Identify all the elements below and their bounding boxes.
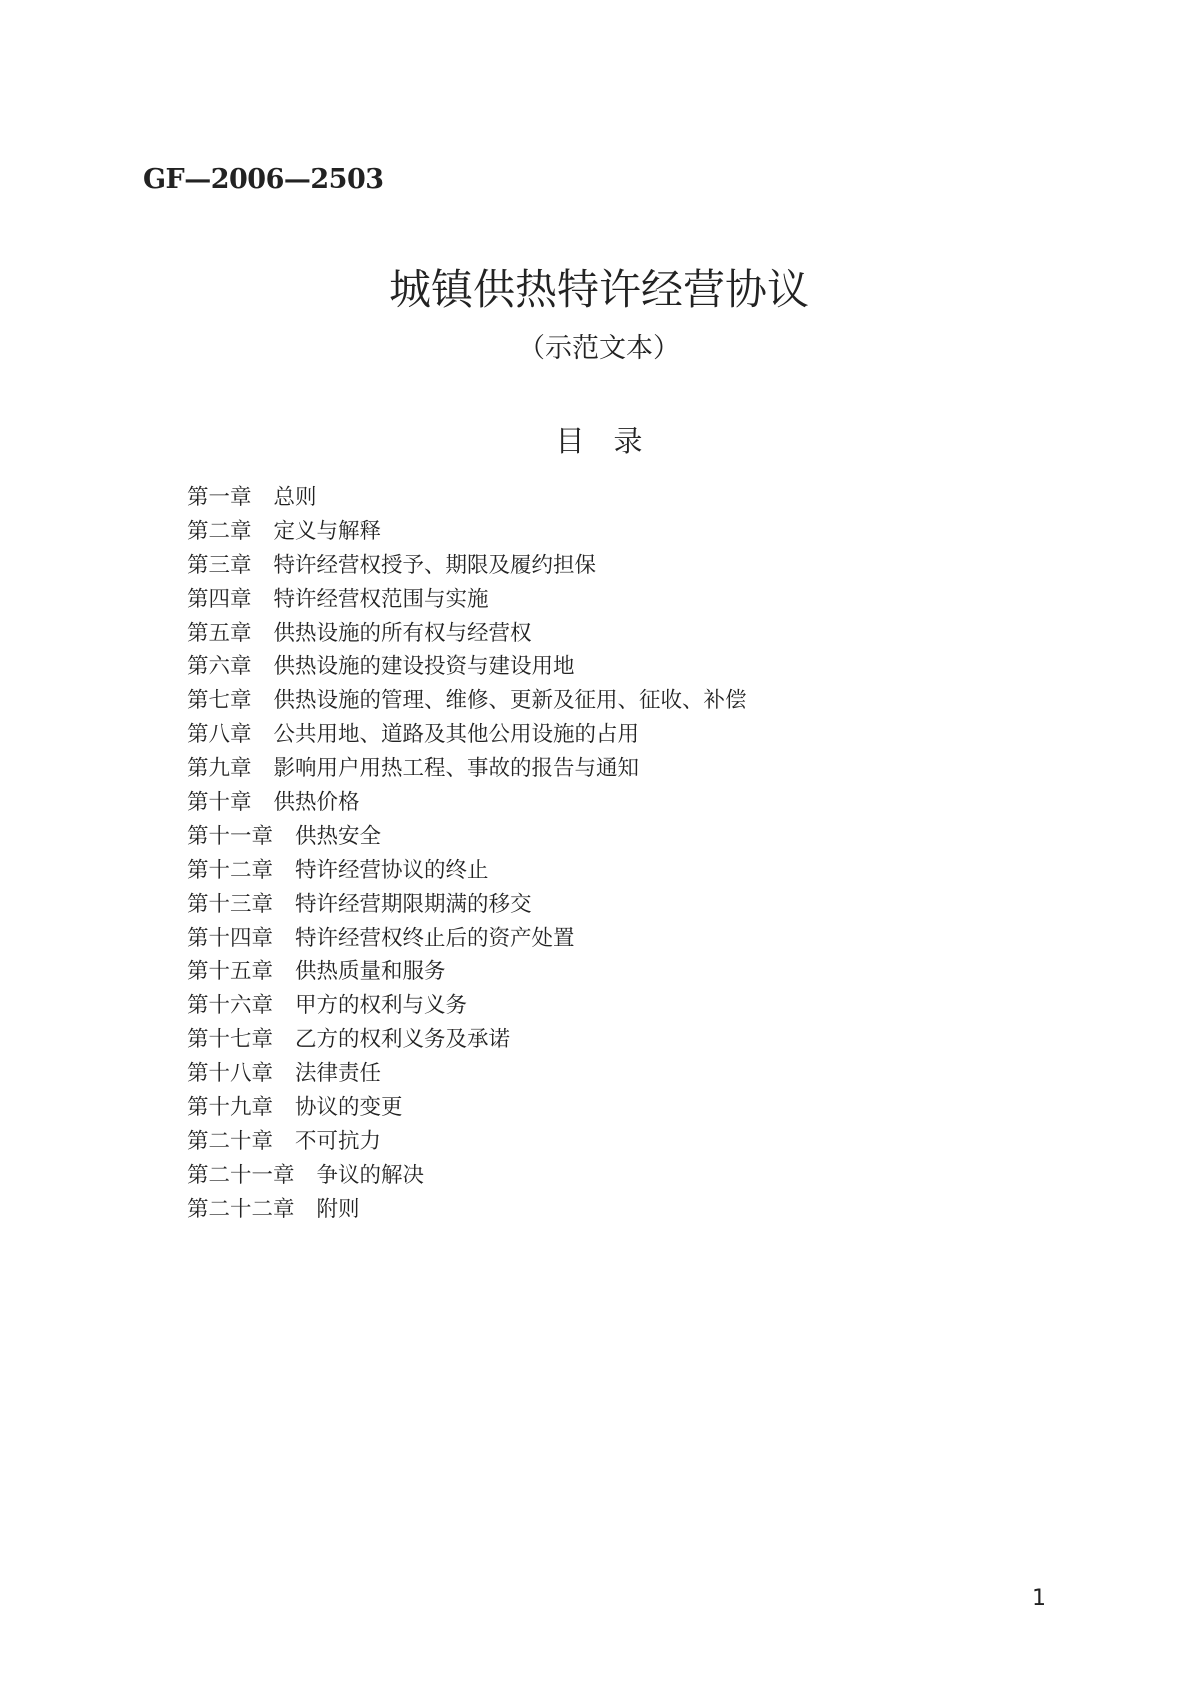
toc-item [187, 1023, 747, 1057]
toc-chapter-title: 影响用户用热工程、事故的报告与通知 [273, 756, 640, 782]
toc-chapter-title: 特许经营权终止后的资产处置 [295, 925, 575, 951]
toc-chapter-number: 第二十一章 [187, 1162, 295, 1188]
toc-chapter-number: 第七章 [187, 688, 252, 714]
toc-chapter-number: 第十二章 [187, 857, 274, 883]
toc-chapter-title: 供热设施的建设投资与建设用地 [273, 654, 575, 680]
toc-item [187, 1159, 747, 1193]
toc-chapter-title: 特许经营期限期满的移交 [295, 891, 532, 917]
toc-chapter-number: 第九章 [187, 756, 252, 782]
toc-item [187, 786, 747, 820]
toc-chapter-title: 不可抗力 [295, 1128, 382, 1154]
toc-item [187, 922, 747, 956]
toc-item [187, 583, 747, 617]
toc-chapter-number: 第六章 [187, 654, 252, 680]
toc-chapter-number: 第八章 [187, 722, 252, 748]
toc-chapter-number: 第十九章 [187, 1095, 274, 1121]
toc-chapter-title: 甲方的权利与义务 [295, 993, 468, 1019]
toc-item [187, 617, 747, 651]
toc-chapter-title: 供热设施的管理、维修、更新及征用、征收、补偿 [273, 688, 747, 714]
toc-chapter-title: 特许经营权范围与实施 [273, 586, 489, 612]
document-subtitle: （示范文本） [518, 333, 680, 364]
toc-chapter-title: 法律责任 [295, 1061, 382, 1087]
toc-chapter-number: 第十六章 [187, 993, 274, 1019]
toc-chapter-title: 乙方的权利义务及承诺 [295, 1027, 511, 1053]
toc-heading: 目 录 [555, 424, 643, 458]
toc-chapter-title: 供热质量和服务 [295, 959, 446, 985]
toc-chapter-number: 第五章 [187, 620, 252, 646]
toc-chapter-number: 第十七章 [187, 1027, 274, 1053]
toc-chapter-title: 总则 [273, 485, 317, 510]
page-number: 1 [1032, 1586, 1046, 1611]
toc-item [187, 515, 747, 549]
toc-chapter-number: 第四章 [187, 586, 252, 612]
toc-item [187, 989, 747, 1023]
toc-item [187, 888, 747, 922]
toc-chapter-number: 第十章 [187, 790, 252, 816]
toc-chapter-number: 第二十章 [187, 1128, 274, 1154]
toc-item [187, 549, 747, 583]
toc-chapter-title: 特许经营权授予、期限及履约担保 [273, 552, 597, 578]
toc-chapter-number: 第十四章 [187, 925, 274, 951]
toc-item [187, 1193, 747, 1227]
toc-item [187, 955, 747, 989]
toc-chapter-title: 争议的解决 [316, 1162, 425, 1188]
toc-item [187, 481, 747, 515]
toc-chapter-title: 供热价格 [273, 790, 360, 816]
toc-item [187, 718, 747, 752]
toc-chapter-number: 第三章 [187, 552, 252, 578]
toc-chapter-title: 附则 [316, 1196, 360, 1222]
toc-chapter-number: 第十五章 [187, 959, 274, 985]
toc-chapter-number: 第十八章 [187, 1061, 274, 1087]
document-title: 城镇供热特许经营协议 [388, 265, 809, 314]
toc-chapter-number: 第二章 [187, 518, 252, 544]
table-of-contents [187, 481, 747, 1227]
toc-item [187, 684, 747, 718]
toc-chapter-title: 供热安全 [295, 823, 382, 849]
toc-item [187, 1057, 747, 1091]
toc-chapter-number: 第十三章 [187, 891, 274, 917]
toc-item [187, 820, 747, 854]
toc-chapter-title: 供热设施的所有权与经营权 [273, 620, 532, 646]
toc-item [187, 1091, 747, 1125]
toc-chapter-title: 公共用地、道路及其他公用设施的占用 [273, 722, 640, 748]
toc-chapter-title: 定义与解释 [273, 518, 382, 544]
toc-chapter-title: 特许经营协议的终止 [295, 857, 489, 883]
toc-item [187, 650, 747, 684]
toc-chapter-title: 协议的变更 [295, 1095, 403, 1121]
toc-item [187, 1125, 747, 1159]
toc-item [187, 854, 747, 888]
toc-chapter-number: 第一章 [187, 485, 252, 510]
toc-chapter-number: 第二十二章 [187, 1196, 295, 1222]
document-code: GF—2006—2503 [143, 164, 384, 195]
toc-item [187, 752, 747, 786]
toc-chapter-number: 第十一章 [187, 823, 274, 849]
